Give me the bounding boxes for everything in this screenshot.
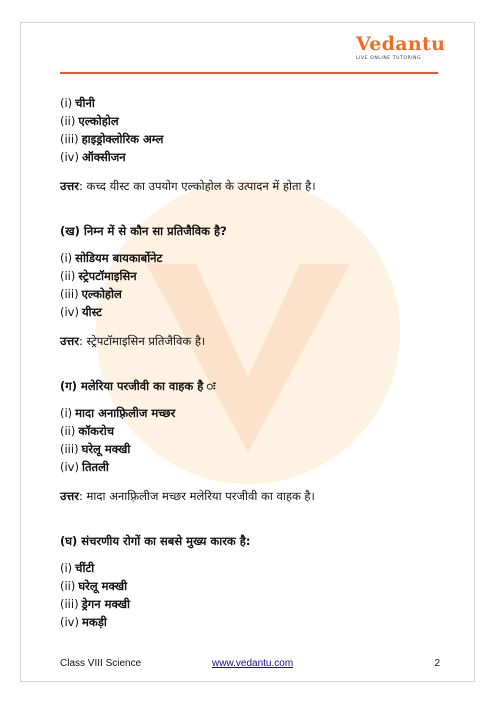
page-content xyxy=(60,94,440,631)
question-b: (ख) निम्न में से कौन सा प्रतिजैविक है? xyxy=(60,224,227,238)
question-d: (घ) संचरणीय रोगों का सबसे मुख्य कारक है: xyxy=(60,534,251,548)
logo-tagline: LIVE ONLINE TUTORING xyxy=(356,56,422,61)
list-item: (ii) घरेलू मक्खी xyxy=(60,579,128,593)
list-item: (iv) मकड़ी xyxy=(60,615,107,629)
list-item: (i) चीनी xyxy=(60,96,95,110)
answer-c: उत्तर: मादा अनाफ़्रिलीज मच्छर मलेरिया परजीवी का वाहक है। xyxy=(60,489,315,503)
list-item: (iv) तितली xyxy=(60,460,109,474)
list-item: (i) चींटी xyxy=(60,561,95,575)
list-item: (iii) ड्रेगन मक्खी xyxy=(60,597,131,611)
list-item: (ii) एल्कोहोल xyxy=(60,114,119,128)
answer-a: उत्तर: कच्द यीस्ट का उपयोग एल्कोहोल के उत्पादन में होता है। xyxy=(60,179,316,193)
logo-wordmark: Vedantu xyxy=(356,33,446,55)
vedantu-logo xyxy=(356,33,446,61)
list-item: (i) सोडियम बायकार्बोनेट xyxy=(60,251,163,265)
page-number: 2 xyxy=(434,658,440,669)
list-item: (iii) एल्कोहोल xyxy=(60,287,122,301)
list-item: (iv) ऑक्सीजन xyxy=(60,150,126,164)
list-item: (ii) कॉकरोच xyxy=(60,424,115,438)
list-item: (iii) घरेलू मक्खी xyxy=(60,442,131,456)
answer-b: उत्तर: स्ट्रेपटॉमाइसिन प्रतिजैविक है। xyxy=(60,334,206,348)
list-item: (iii) हाइड्रोक्लोरिक अम्ल xyxy=(60,132,164,146)
header-rule xyxy=(60,72,438,74)
list-item: (i) मादा अनाफ़्रिलीज मच्छर xyxy=(60,406,176,420)
list-item: (ii) स्ट्रेपटॉमाइसिन xyxy=(60,269,137,283)
page-footer xyxy=(60,658,440,672)
footer-class-label: Class VIII Science xyxy=(60,658,142,669)
list-item: (iv) यीस्ट xyxy=(60,305,102,319)
question-c: (ग) मलेरिया परजीवी का वाहक है ः xyxy=(60,379,216,393)
footer-website-link[interactable]: www.vedantu.com xyxy=(212,658,294,669)
